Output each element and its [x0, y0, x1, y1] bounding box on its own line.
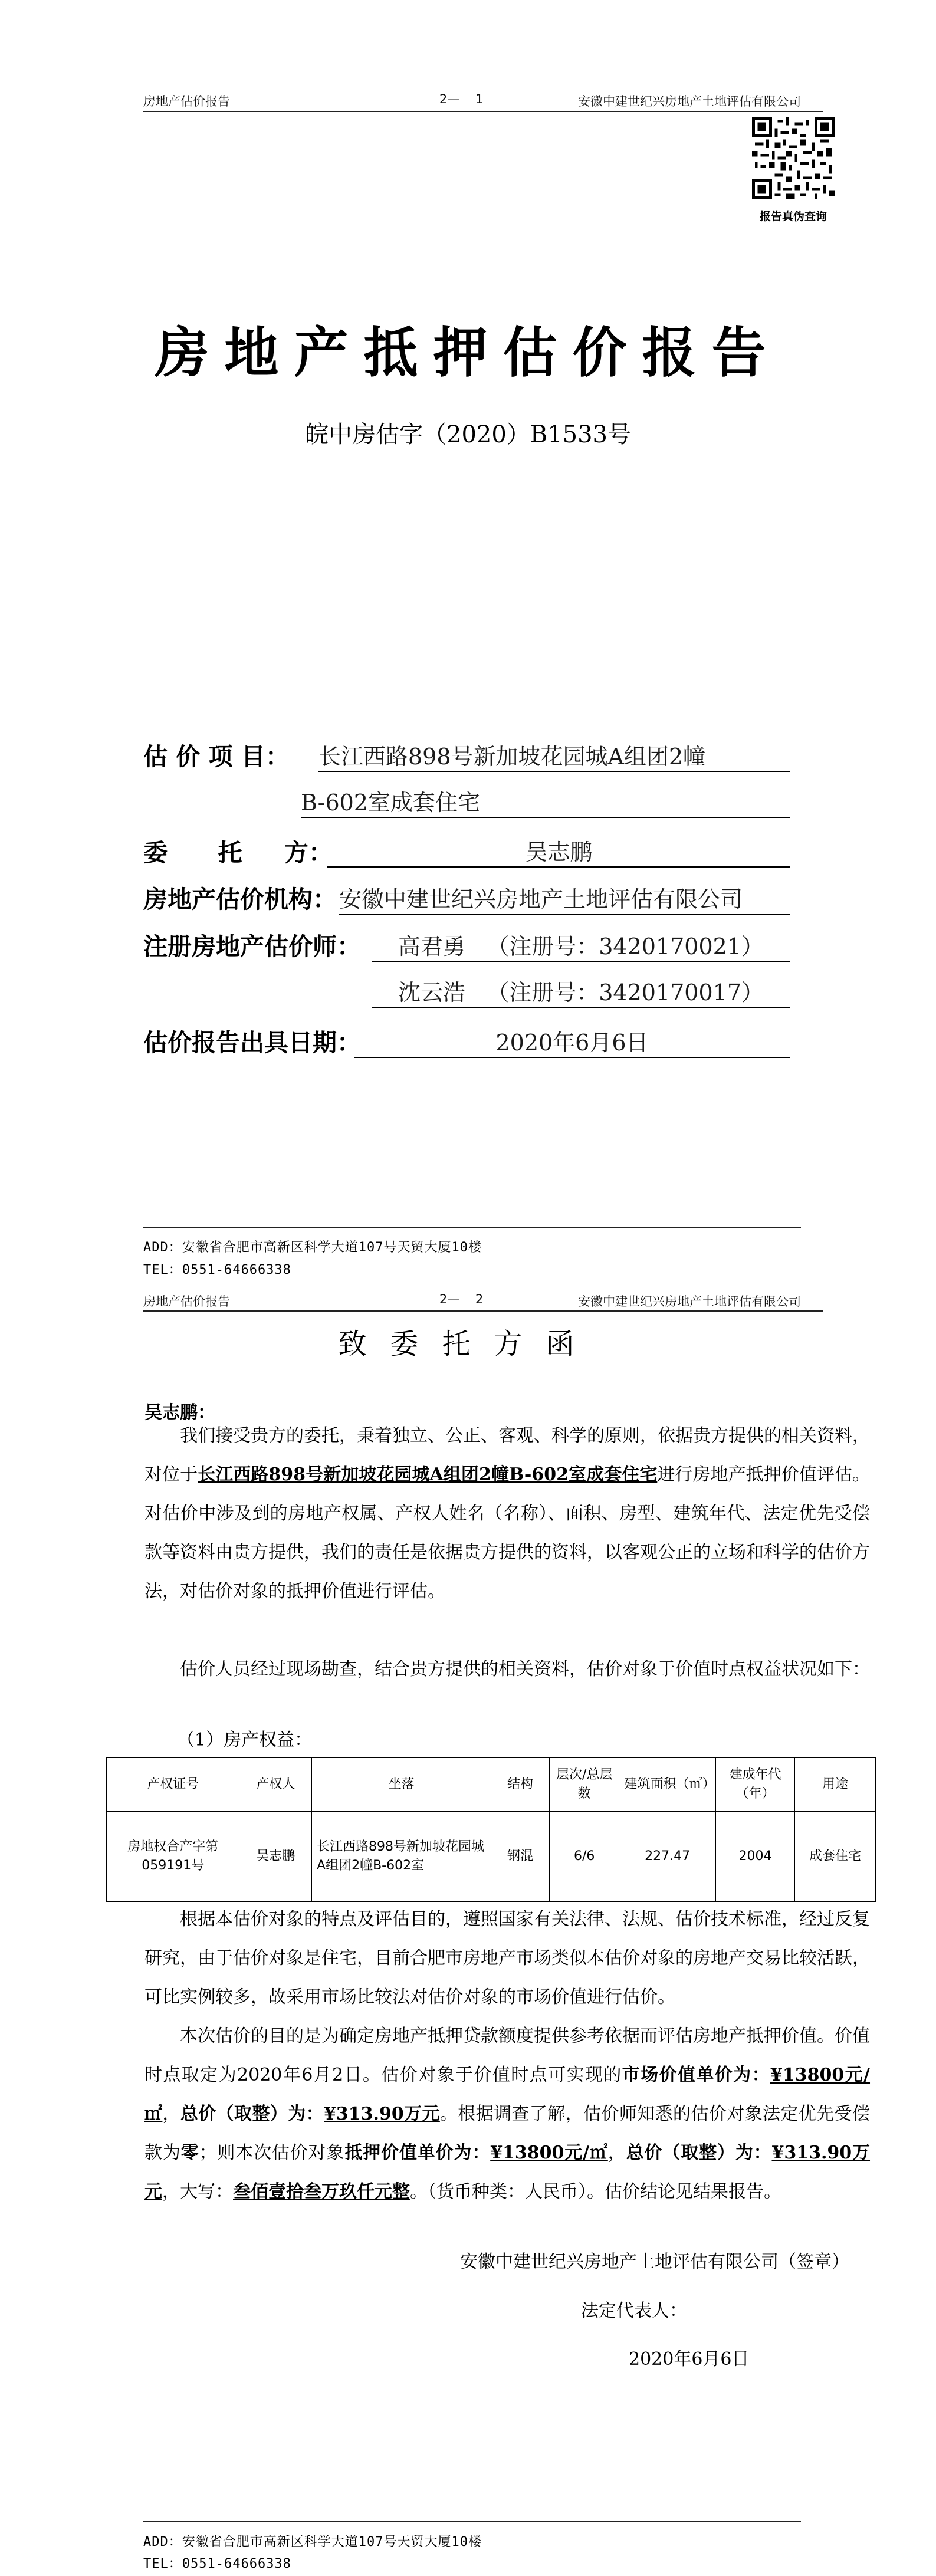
table-header-cell: 层次/总层数: [549, 1758, 619, 1812]
header-page-number: 2— 2: [439, 1292, 484, 1306]
signature-date: 2020年6月6日: [629, 2349, 750, 2370]
table-row: [107, 1812, 876, 1902]
header-page-number: 2— 1: [439, 92, 484, 106]
table-cell: 2004: [715, 1812, 794, 1902]
table-cell: 吴志鹏: [239, 1812, 312, 1902]
market-unit-value: ¥13800元/㎡: [144, 2065, 871, 2124]
p4-text-e: 。（货币种类：人民币）。估价结论见结果报告。: [410, 2181, 781, 2202]
table-cell: 成套住宅: [795, 1812, 876, 1902]
mortgage-total-label: 总价（取整）为：: [626, 2143, 772, 2163]
legal-representative: 法定代表人：: [581, 2301, 687, 2321]
paragraph-1: [144, 1417, 870, 1611]
client-value: 吴志鹏: [327, 834, 790, 868]
appraiser-label: 注册房地产估价师：: [143, 932, 361, 961]
table-cell: 房地权合产字第059191号: [107, 1812, 239, 1902]
client-label: 委 托 方：: [143, 839, 333, 867]
p4-comma-2: ，: [607, 2143, 626, 2163]
p4-text-a: 本次估价的目的是为确定房地产抵押贷款额度提供参考依据而评估房地产抵押价值。价值时点取定为2020年6月2日。估价对象于价值时点可实现的: [144, 2026, 870, 2085]
market-total-label: 总价（取整）为：: [180, 2104, 324, 2124]
header-right: 安徽中建世纪兴房地产土地评估有限公司: [578, 94, 801, 109]
footer-rule: [143, 2521, 801, 2522]
table-header-cell: 建筑面积（㎡）: [619, 1758, 715, 1812]
mortgage-total-value: ¥313.90万元: [144, 2143, 871, 2202]
project-value-line2: B-602室成套住宅: [301, 784, 790, 818]
date-label: 估价报告出具日期：: [143, 1029, 361, 1057]
date-value: 2020年6月6日: [354, 1024, 790, 1058]
header-rule: [143, 111, 823, 112]
amount-in-words: 叁佰壹拾叁万玖仟元整: [233, 2181, 410, 2202]
table-header-cell: 产权人: [239, 1758, 312, 1812]
p1-text-a: 我们接受贵方的委托，秉着独立、公正、客观、科学的原则，依据贵方提供的相关资料，对位于: [144, 1425, 870, 1485]
footer-rule: [143, 1227, 801, 1228]
paragraph-2: 估价人员经过现场勘查，结合贵方提供的相关资料，估价对象于价值时点权益状况如下：: [180, 1659, 870, 1680]
header-left: 房地产估价报告: [143, 94, 230, 109]
header-rule: [143, 1310, 823, 1312]
appraiser-1: 高君勇 （注册号：3420170021）: [372, 928, 790, 962]
footer-address: ADD：安徽省合肥市高新区科学大道107号天贸大厦10楼: [143, 2535, 482, 2549]
footer-tel: TEL：0551-64666338: [143, 1263, 291, 1277]
p1-property: 长江西路898号新加坡花园城A组团2幢B-602室成套住宅: [198, 1464, 658, 1485]
document-number: 皖中房估字（2020）B1533号: [305, 421, 631, 448]
signature-company: 安徽中建世纪兴房地产土地评估有限公司（签章）: [460, 2252, 849, 2272]
table-header-cell: 产权证号: [107, 1758, 239, 1812]
agency-label: 房地产估价机构：: [143, 885, 337, 914]
report-title: 房地产抵押估价报告: [155, 321, 781, 385]
priority-amount: 零: [180, 2143, 199, 2163]
qr-caption: 报告真伪查询: [759, 210, 827, 223]
header-right: 安徽中建世纪兴房地产土地评估有限公司: [578, 1294, 801, 1309]
property-rights-table: [106, 1757, 876, 1902]
footer-tel: TEL：0551-64666338: [143, 2557, 291, 2571]
market-value-label: 市场价值单价为：: [622, 2065, 770, 2085]
project-value-line1: 长江西路898号新加坡花园城A组团2幢: [318, 738, 790, 772]
header-left: 房地产估价报告: [143, 1294, 230, 1309]
table-header-cell: 建成年代（年）: [715, 1758, 794, 1812]
mortgage-value-label: 抵押价值单价为：: [344, 2143, 491, 2163]
p4-comma: ，: [162, 2104, 180, 2124]
paragraph-4: [144, 2017, 870, 2212]
salutation: 吴志鹏：: [144, 1402, 215, 1423]
paragraph-3: 根据本估价对象的特点及评估目的，遵照国家有关法律、法规、估价技术标准，经过反复研究，由于估价对象是住宅，目前合肥市房地产市场类似本估价对象的房地产交易比较活跃，可比实例较多，故采用市场比较法对估价对象的市场价值进行估价。: [144, 1909, 870, 2007]
table-cell: 6/6: [549, 1812, 619, 1902]
table-header-row: [107, 1758, 876, 1812]
p4-text-c: ；则本次估价对象: [199, 2143, 345, 2163]
footer-address: ADD：安徽省合肥市高新区科学大道107号天贸大厦10楼: [143, 1240, 482, 1255]
letter-title: 致委托方函: [338, 1328, 598, 1361]
appraiser-2: 沈云浩 （注册号：3420170017）: [372, 974, 790, 1008]
table-cell: 长江西路898号新加坡花园城A组团2幢B-602室: [312, 1812, 491, 1902]
project-label: 估 价 项 目：: [143, 742, 290, 771]
qr-code-icon[interactable]: [752, 117, 835, 199]
table-header-cell: 结构: [491, 1758, 550, 1812]
mortgage-unit-value: ¥13800元/㎡: [490, 2143, 608, 2163]
rights-label: （1）房产权益：: [177, 1730, 313, 1750]
p4-text-b: 。根据调查了解，估价师知悉的估价对象法定优先受偿款为: [144, 2104, 871, 2163]
table-header-cell: 用途: [795, 1758, 876, 1812]
market-total-value: ¥313.90万元: [324, 2104, 440, 2124]
table-cell: 227.47: [619, 1812, 715, 1902]
p4-text-d: ，大写：: [162, 2181, 233, 2202]
table-header-cell: 坐落: [312, 1758, 491, 1812]
p1-text-b: 进行房地产抵押价值评估。对估价中涉及到的房地产权属、产权人姓名（名称）、面积、房型、建筑年代、法定优先受偿款等资料由贵方提供，我们的责任是依据贵方提供的资料，以客观公正的立场和科学的估价方法，对估价对象的抵押价值进行评估。: [144, 1464, 871, 1602]
table-cell: 钢混: [491, 1812, 550, 1902]
agency-value: 安徽中建世纪兴房地产土地评估有限公司: [339, 881, 790, 915]
